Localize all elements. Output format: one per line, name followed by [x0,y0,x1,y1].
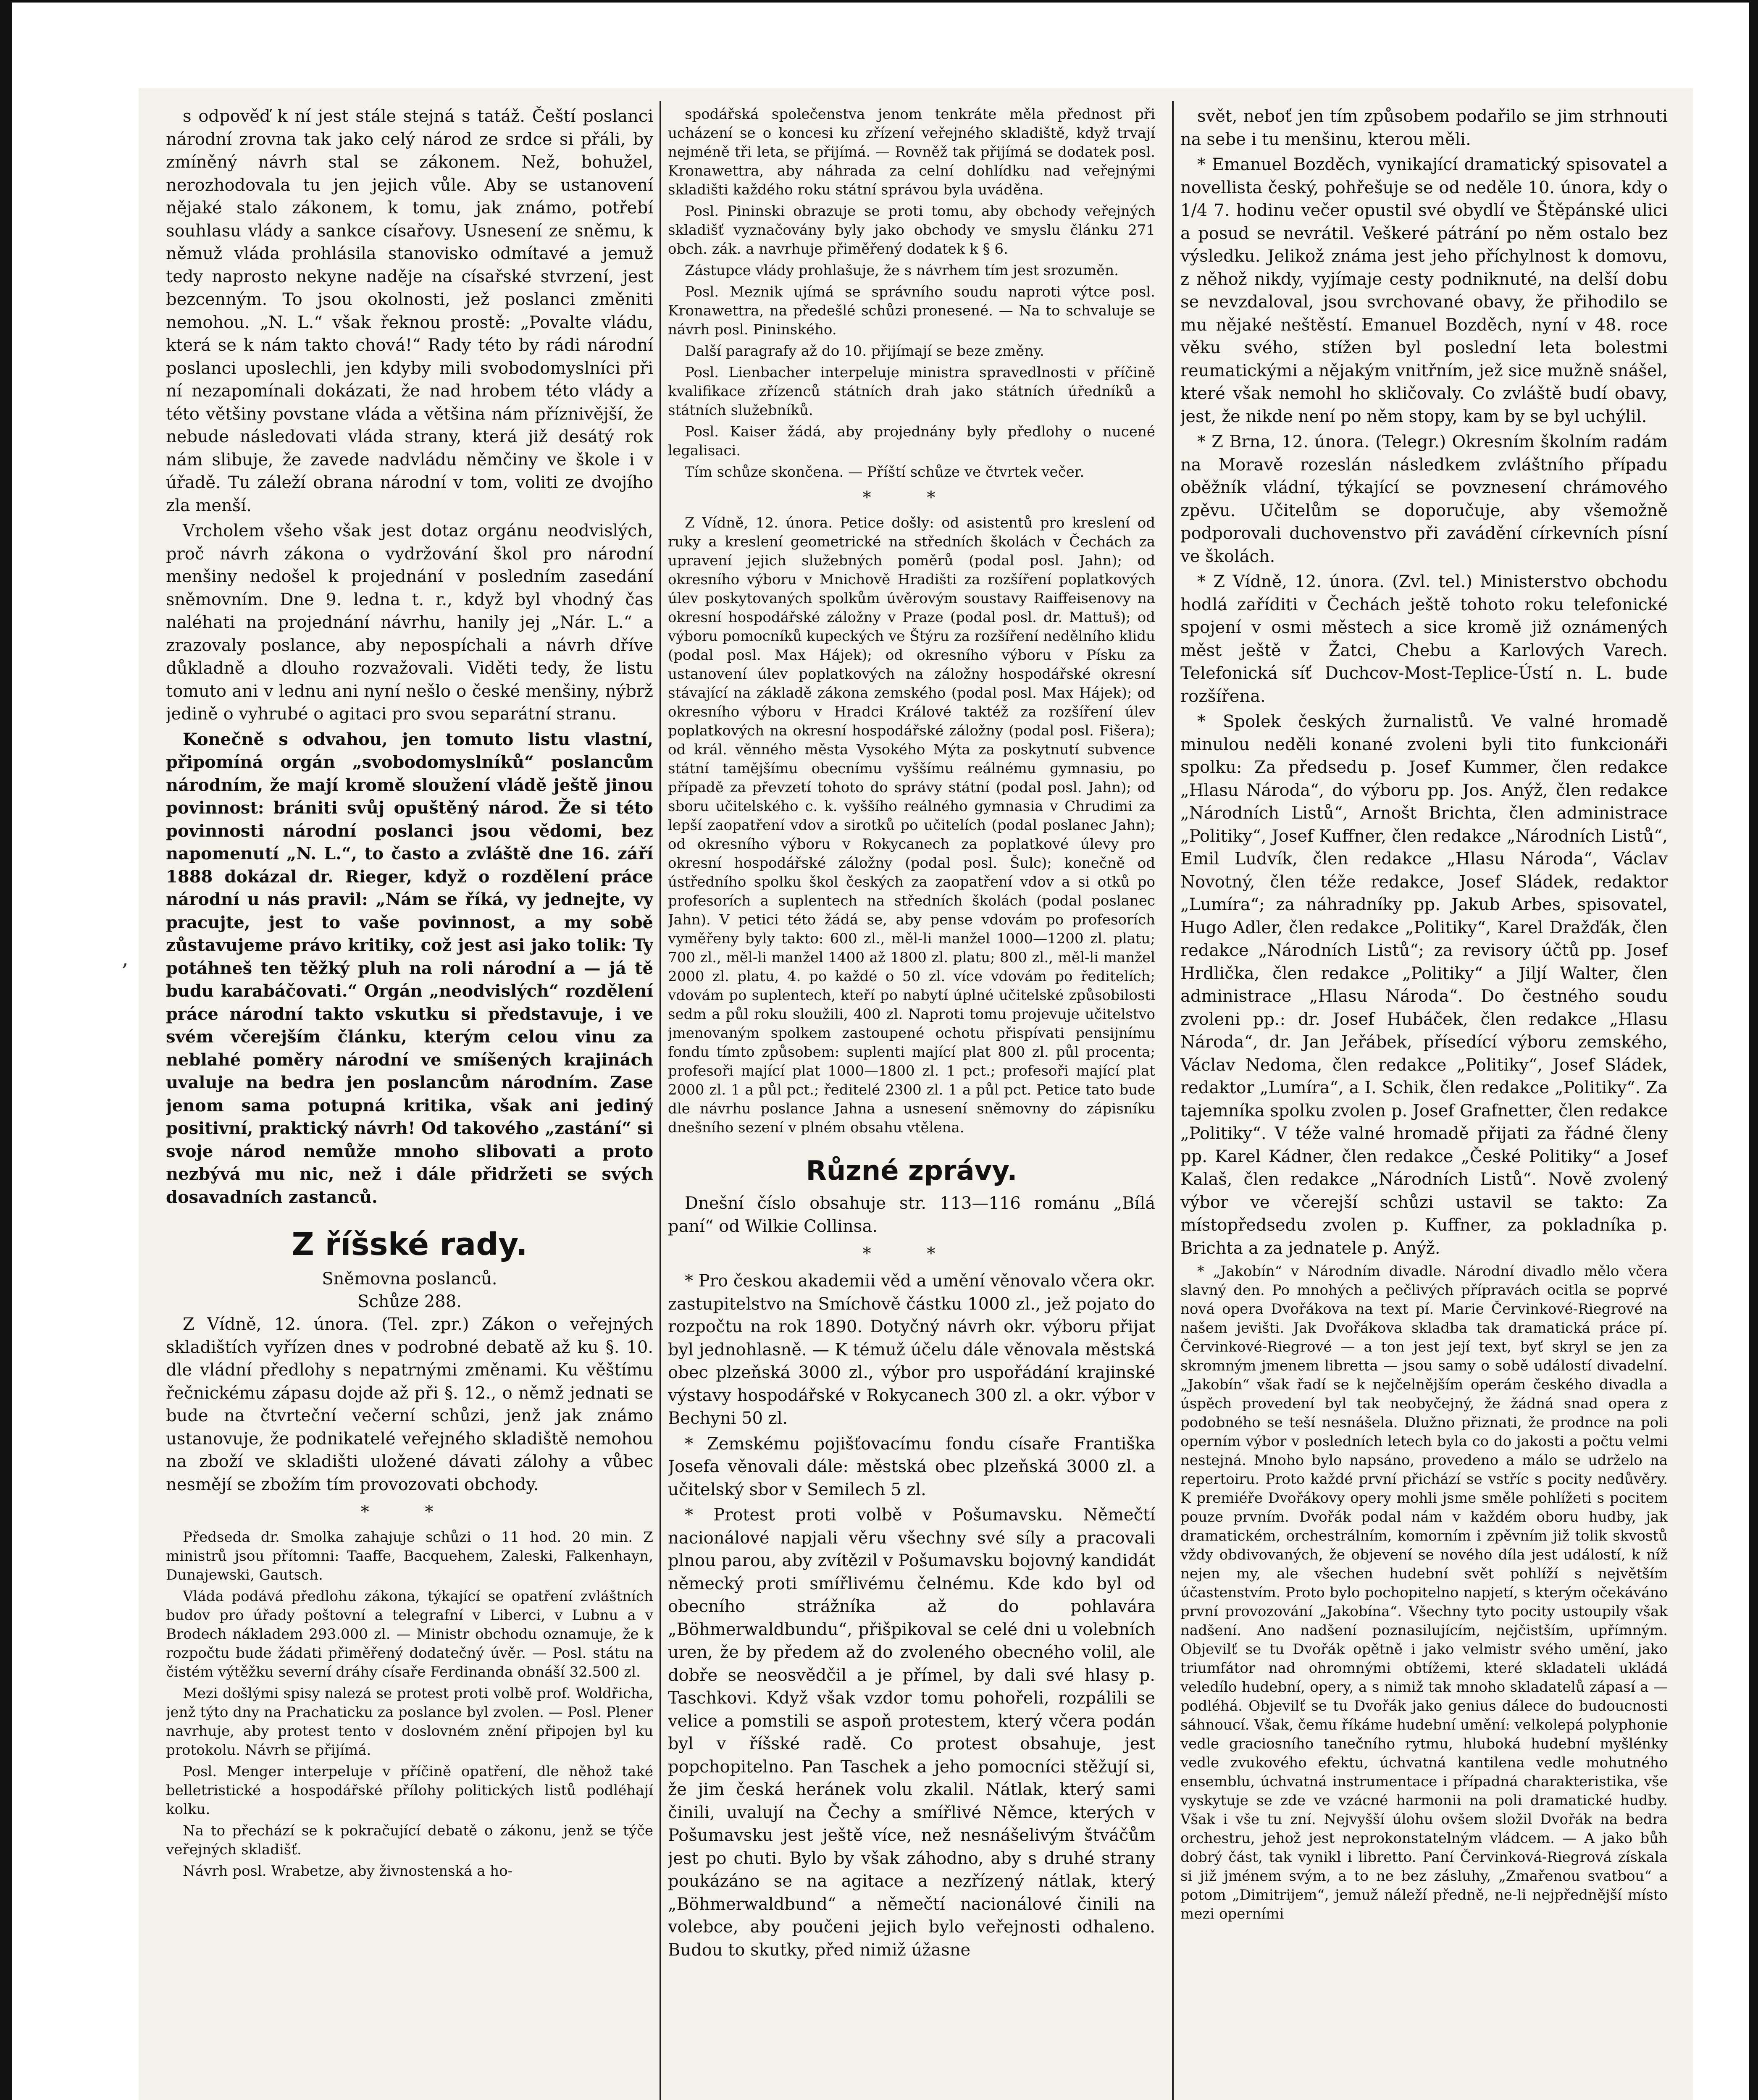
column-rule [660,101,661,2100]
news-item: * „Jakobín“ v Národním divadle. Národní divadlo mělo včera slavný den. Po mnohých a pečlivých přípravách ocitla se poprvé nová opera Dvořákova na text pí. Marie Červinkové-Riegrové na našem jevišti. Jak Dvořákova skladba tak dramatická práce pí. Červinkové-Riegrové — a ton jest její text, byť skryl se jen za skromným jmenem libretta — jsou samy o sobě událostí divadelní. „Jakobín“ však řadí se k nejčelnějším operám českého divadla a úspěch provedení byl tak neobyčejný, že žádná snad opera z podobného se teší nesnášela. Dlužno přiznati, že prodnce na poli operním výbor v posledních letech byla co do jakosti a počtu velmi nestejná. Mnoho bylo napsáno, provedeno a málo se udrželo na repertoiru. Proto každé první přichází se vstříc s pocity nedůvěry. K premiéře Dvořákovy opery mohli jsme směle pohlížeti s pocitem pouze prvním. Dvořák podal nám v každém oboru hudby, jak dramatickém, orchestrálním, komorním i zpěvním již tolik skvostů vždy obdivovaných, že objevení se nového díla jest událostí, k níž nejen my, ale všechen hudební svět pohlíží s největším účastenstvím. Proto bylo pochopitelno napjetí, s kterým očekáváno první provozování „Jakobína“. Všechny tyto pocity ustoupily však nadšení. Ano nadšení poznasilujícím, nejčistším, upřímným. Objevilť se tu Dvořák opětně i jako velmistr svého umění, jako triumfátor nad ohromnými obtížemi, které skladateli ukládá veledílo hudební, opery, a s nimiž tak mnoho skladatelů zápasí a — podléhá. Objevilť se tu Dvořák jako genius dálece do budoucnosti sáhnoucí. Však, čemu říkáme hudební umění: velkolepá polyphonie vedle graciosního tanečního rytmu, hluboká hudební myšlénky vedle zvukového efektu, úchvatná kantilena vedle mohutného ensemblu, úchvatná instrumentace i případná charakteristika, vše vyskytuje se zde ve vzácné harmonii na poli dramatické hudby. Však i vše tu zní. Nejvyšší úlohu ovšem složil Dvořák na bedra orchestru, jehož jest neprokonstatelným vládcem. — A jako bůh dobrý část, tak vynikl i libretto. Paní Červinková-Riegrová získala si již jménem svým, a to ne bez zásluhy, „Zmařenou svatbou“ a potom „Dimitrijem“, jemuž náleží předně, ne-li nejpřednější místo mezi operními [1180,1263,1668,1922]
news-item: * Protest proti volbě v Pošumavsku. Němečtí nacionálové napjali věru všechny své síly a pracovali plnou parou, aby zvítězil v Pošumavsku bojovný kandidát německý proti smířlivému čelnému. Kde kdo byl od obecního strážníka až do pohlavára „Böhmerwaldbundu“, přišpikoval se celé dni u volebních uren, že by předem až do zvoleného obecného volil, ale dobře se neosvědčil a je přímel, by dali své hlasy p. Taschkovi. Když však vzdor tomu pohořeli, rozpálili se velice a pomstili se aspoň protestem, který včera podán byl v říšské radě. Co protest obsahuje, jest popchopitelno. Pan Taschek a jeho pomocníci stěžují si, že jim česká heránek volu zkalil. Nátlak, který sami činili, uvalují na Čechy a smířlivé Němce, kterých v Pošumavsku jest ještě více, než nesnášelivým štváčům jest po chuti. Bylo by však záhodno, aby s druhé strany poukázáno se na agitace a nezřízený nátlak, který „Böhmerwaldbund“ a němečtí nacionálové činili na volebce, aby poučeni jejich bylo veřejnosti odhaleno. Budou to skutky, před nimiž úžasne [668,1505,1155,1960]
separator-stars: * * [360,1502,459,1522]
article-paragraph: svět, neboť jen tím způsobem podařilo se jim strhnouti na sebe i tu menšinu, kterou měli. [1180,107,1668,149]
separator-stars: * * [862,488,961,507]
section-subheading: Sněmovna poslanců. [322,1269,497,1289]
news-item: * Z Vídně, 12. února. (Zvl. tel.) Ministerstvo obchodu hodlá zaříditi v Čechách ještě tohoto roku telefonické spojení v osmi městech a sice kromě již oznámených měst ještě v Žatci, Chebu a Karlových Varech. Telefonická síť Duchcov-Most-Teplice-Ústí n. L. bude rozšířena. [1180,572,1668,706]
news-item: * Zemskému pojišťovacímu fondu císaře Františka Josefa věnovali dále: městská obec plzeňská 3000 zl. a učitelský sbor v Semilech 5 zl. [668,1434,1155,1499]
margin-mark: ‚ [122,947,129,971]
article-paragraph: Posl. Meznik ujímá se správního soudu naproti výtce posl. Kronawettra, na předešlé schůzi pronesené. — Na to schvaluje se návrh posl. Pininského. [668,284,1155,338]
section-heading: Různé zprávy. [806,1155,1017,1186]
separator-stars: * * [862,1244,961,1263]
news-item: * Emanuel Bozděch, vynikající dramatický spisovatel a novellista český, pohřešuje se od neděle 10. února, kdy o 1/4 7. hodinu večer opustil své obydlí ve Štěpánské ulici a posud se nevrátil. Veškeré pátrání po něm ostalo bez výsledku. Jelikož známa jest jeho příchylnost k domovu, z něhož nikdy, vyjímaje cesty podniknuté, na delší dobu se nevzdaloval, jsou svrchované obavy, že přihodilo se mu nějaké neštěstí. Emanuel Bozděch, nyní v 48. roce věku svého, stížen byl poslední leta bolestmi reumatickými a nějakým vnitřním, jež sice mužně snášel, které však nemohl ho skličovaly. Co zvláště budí obavy, jest, že nikde není po něm stopy, kam by se byl uchýlil. [1180,155,1668,426]
article-paragraph: Tím schůze skončena. — Příští schůze ve čtvrtek večer. [685,464,1085,480]
article-paragraph: Vláda podává předlohu zákona, týkající se opatření zvláštních budov pro úřady poštovní a telegrafní v Liberci, v Lubnu a v Brodech nákladem 293.000 zl. — Ministr obchodu oznamuje, že k rozpočtu bude žádati přiměřený dodatečný úvěr. — Posl. státu na čistém výtěžku severní dráhy císaře Ferdinanda obnáší 32.500 zl. [166,1588,653,1680]
article-paragraph: Dnešní číslo obsahuje str. 113—116 románu „Bílá paní“ od Wilkie Collinsa. [668,1194,1155,1236]
article-paragraph: Předseda dr. Smolka zahajuje schůzi o 11 hod. 20 min. Z ministrů jsou přítomni: Taaffe, Bacquehem, Zaleski, Falkenhayn, Dunajewski, Gautsch. [166,1529,653,1583]
session-number: Schůze 288. [357,1292,462,1311]
article-paragraph: Na to přechází se k pokračující debatě o zákonu, jenž se týče veřejných skladišť. [166,1822,653,1858]
article-paragraph: Z Vídně, 12. února. (Tel. zpr.) Zákon o veřejných skladištích vyřízen dnes v podrobné debatě až ku §. 10. dle vládní předlohy s nepatrnými změnami. Ku věštímu řečnickému zápasu dojde až při §. 12., o němž jednati se bude na čtvrteční večerní schůzi, jenž jak známo ustanovuje, že podnikatelé veřejného skladiště nemohou na zboží ve skladišti uložené dávati zálohy a vůbec nesmějí se zbožím tím provozovati obchody. [166,1315,653,1494]
article-paragraph: Zástupce vlády prohlašuje, že s návrhem tím jest srozuměn. [685,262,1119,279]
article-paragraph: Mezi došlými spisy nalezá se protest proti volbě prof. Woldřicha, jenž týto dny na Prachaticku za poslance byl zvolen. — Posl. Plener navrhuje, aby protest tento v doslovném znění připojen byl ku protokolu. Návrh se přijímá. [166,1685,653,1759]
news-item: * Pro českou akademii věd a umění věnovalo včera okr. zastupitelstvo na Smíchově částku 1000 zl., jež pojato do rozpočtu na rok 1890. Dotyčný návrh okr. výboru přijat byl jednohlasně. — K témuž účelu dále věnovala městská obec plzeňská 3000 zl., výbor pro uspořádání krajinské výstavy hospodářské v Rokycanech 300 zl. a okr. výbor v Bechyni 50 zl. [668,1271,1155,1428]
article-paragraph: Posl. Lienbacher interpeluje ministra spravedlnosti v příčině kvalifikace zřízenců státních drah jako státních úředníků a státních služebníků. [668,364,1155,419]
article-paragraph: Posl. Kaiser žádá, aby projednány byly předlohy o nucené legalisaci. [668,423,1155,459]
article-paragraph: Posl. Menger interpeluje v příčině opatření, dle něhož také belletristické a hospodářské přílohy politických listů podléhají kolku. [166,1763,653,1818]
news-item: * Z Brna, 12. února. (Telegr.) Okresním školním radám na Moravě rozeslán následkem zvláštního případu oběžník vládní, týkající se povznesení chrámového zpěvu. Učitelům se doporučuje, aby všemožně podporovali duchovenstvo při zavádění církevních písní ve školách. [1180,432,1668,566]
article-paragraph: Vrcholem všeho však jest dotaz orgánu neodvislých, proč návrh zákona o vydržování škol pro národní menšiny nedošel k projednání v posledním zasedání sněmovním. Dne 9. ledna t. r., když byl vhodný čas naléhati na projednání návrhu, hanily jej „Nár. L.“ a zrazovaly poslance, aby nepospíchali a návrh dříve důkladně a dlouho rozvažovali. Viděti tedy, že listu tomuto ani v lednu ani nyní nešlo o české menšiny, nýbrž jedině o vyhrubé o agitaci pro svou separátní stranu. [166,521,653,724]
column-left [166,105,653,2100]
column-right [1180,105,1668,2100]
section-heading: Z říšské rady. [292,1226,528,1263]
article-paragraph: Posl. Pininski obrazuje se proti tomu, aby obchody veřejných skladišť vyznačovány byly jako obchody ve smyslu článku 271 obch. zák. a navrhuje přiměřený dodatek k § 6. [668,203,1155,257]
column-middle [668,105,1155,2100]
article-paragraph: Z Vídně, 12. února. Petice došly: od asistentů pro kreslení od ruky a kreslení geometrické na středních školách v Čechách za upravení jejich služebných poměrů (podal posl. Jahn); od okresního výboru v Mnichově Hradišti za rozšíření poplatkových úlev poskytovaných spolkům úvěrovým soustavy Raiffeisenovy na okresní hospodářské záložny v Praze (podal posl. dr. Mattuš); od výboru pomocníků kupeckých ve Štýru za rozšíření nedělního klidu (podal posl. Max Hájek); od okresního výboru v Písku za ustanovení úlev poplatkových na záložny hospodářské okresní stávající na základě zákona zemského (podal posl. Max Hájek); od okresního výboru v Hradci Králové taktéž za rozšíření úlev poplatkových na okresní hospodářské záložny (podal posl. Fišera); od král. věnného města Vysokého Mýta za poskytnutí subvence státní tamějšímu obecnímu vyššímu reálnému gymnasiu, po případě za převzetí tohoto do správy státní (podal posl. Jahn); od sboru učitelského c. k. vyššího reálného gymnasia v Chrudimi za lepší zaopatření vdov a sirotků po učitelích (podal poslanec Jahn); od okresního výboru v Rokycanech za poplatkové úlevy pro okresní hospodářské záložny (podal posl. Šulc); konečně od ústředního spolku škol českých za zaopatření vdov a si otků po profesorích a suplentech na středních školách (podal poslanec Jahn). V petici této žádá se, aby pense vdovám po profesorích vyměřeny byly takto: 600 zl., měl-li manžel 1000—1200 zl. platu; 700 zl., měl-li manžel 1400 až 1800 zl. platu; 800 zl., měl-li manžel 2000 zl. platu, 4. po každé o 50 zl. více vdovám po ředitelích; vdovám po suplentech, kteří po nabytí úplné učitelské způsobilosti sedm a půl roku sloužili, 400 zl. Naproti tomu projevuje učitelstvo jmenovaným spolkem zastoupené ochotu přispívati pensijnímu fondu tímto způsobem: suplenti mající plat 800 zl. půl procenta; profesoři mající plat 1000—1800 zl. 1 pct.; profesoři mající plat 2000 zl. 1 a půl pct.; ředitelé 2300 zl. 1 a půl pct. Petice tato bude dle návrhu poslance Jahna a usnesení sněmovny do zápisníku dnešního sezení v plném obsahu vtělena. [668,514,1155,1136]
news-item: * Spolek českých žurnalistů. Ve valné hromadě minulou neděli konané zvoleni byli tito funkcionáři spolku: Za předsedu p. Josef Kummer, člen redakce „Hlasu Národa“, do výboru pp. Jos. Anýž, člen redakce „Národních Listů“, Arnošt Brichta, člen administrace „Politiky“, Josef Kuffner, člen redakce „Národních Listů“, Emil Ludvík, člen redakce „Hlasu Národa“, Václav Novotný, člen téže redakce, Josef Sládek, redaktor „Lumíra“; za náhradníky pp. Jakub Arbes, spisovatel, Hugo Adler, člen redakce „Politiky“, Karel Dražďák, člen redakce „Národních Listů“; za revisory účtů pp. Josef Hrdlička, člen redakce „Politiky“ a Jiljí Walter, člen administrace „Hlasu Národa“. Do čestného soudu zvoleni pp.: dr. Josef Hubáček, člen redakce „Hlasu Národa“, dr. Jan Jeřábek, přísedící výboru zemského, Václav Nedoma, člen redakce „Politiky“, Josef Sládek, redaktor „Lumíra“, a I. Schik, člen redakce „Politiky“. Za tajemníka spolku zvolen p. Josef Grafnetter, člen redakce „Politiky“. V téže valné hromadě přijati za řádné členy pp. Karel Kádner, člen redakce „České Politiky“ a Josef Kalaš, člen redakce „Národních Listů“. Nově zvolený výbor ve včerejší schůzi ustavil se takto: Za místopředsedu zvolen p. Kuffner, za pokladníka p. Brichta a za jednatele p. Anýž. [1180,712,1668,1258]
article-paragraph: Návrh posl. Wrabetze, aby živnostenská a ho- [183,1863,513,1880]
article-paragraph: spodářská společenstva jenom tenkráte měla přednost při ucházení se o koncesi ku zřízení veřejného skladiště, když trvají nejméně tři leta, se přijímá. — Rovněž tak přijímá se dodatek posl. Kronawettra, aby náhrada za celní dohlídku nad veřejnými skladišti každého roku státní správou byla uváděna. [668,106,1155,198]
column-rule [1172,101,1174,2100]
article-paragraph: Další paragrafy až do 10. přijímají se beze změny. [685,343,1044,360]
article-paragraph: Konečně s odvahou, jen tomuto listu vlastní, připomíná orgán „svobodomyslníků“ poslancům národním, že mají kromě sloužení vládě ještě jinou povinnost: brániti svůj opuštěný národ. Že si této povinnosti národní poslanci jsou vědomi, bez napomenutí „N. L.“, to často a zvláště dne 16. září 1888 dokázal dr. Rieger, když o rozdělení práce národní u nás pravil: „Nám se říká, vy jednejte, vy pracujte, jest to vaše povinnost, a my sobě zůstavujeme právo kritiky, což jest asi jako tolik: Ty potáhneš ten těžký pluh na roli národní a — já tě budu karabáčovati.“ Orgán „neodvislých“ rozdělení práce národní takto vskutku si představuje, i ve svém včerejším článku, kterým celou vinu za neblahé poměry národní ve smíšených krajinách uvaluje na bedra jen poslancům národním. Zase jenom sama potupná kritika, však ani jediný positivní, praktický návrh! Od takového „zastání“ si svoje národ nemůže mnoho slibovati a proto nezbývá mu nic, než i dále přidržeti se svých dosavadních zastanců. [166,729,653,1207]
article-paragraph: s odpověď k ní jest stále stejná s tatáž. Čeští poslanci národní zrovna tak jako celý národ ze srdce si přáli, by zmíněný návrh stal se zákonem. Než, bohužel, nerozhodovala tu jen jejich vůle. Aby se ustanovení nějaké stalo zákonem, k tomu, jak známo, potřebí souhlasu vlády a sankce císařovy. Usnesení ze sněmu, k němuž vláda prohlásila stanovisko odmítavé a jemuž tedy naprosto nekyne naděje na císařské stvrzení, jest bezcenným. To jsou okolnosti, jež poslanci změniti nemohou. „N. L.“ však řeknou prostě: „Povalte vládu, která se k nám takto chová!“ Rady této by rádi národní poslanci uposlechli, jen kdyby mili svobodomyslníci při ní nezapomínali dokázati, že nad hrobem této vlády a této většiny povstane vláda a většina nám příznivější, že nebude následovati vláda strany, která již desátý rok nám slibuje, že zavede nadvládu němčiny ve škole i v úřadě. Tu záleží obrana národní v tom, voliti ze dvojího zla menší. [166,107,653,515]
